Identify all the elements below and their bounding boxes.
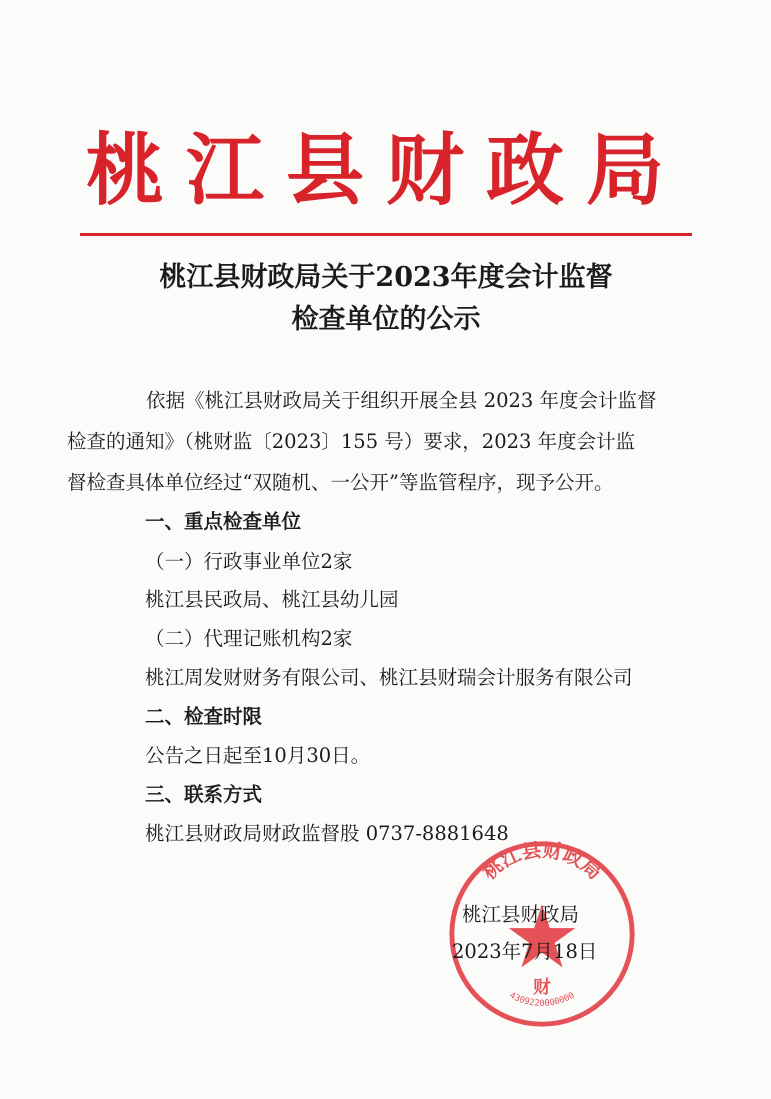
document-title-line-2: 检查单位的公示 — [291, 304, 481, 335]
intro-line-1: 依据《桃江县财政局关于组织开展全县 2023 年度会计监督 — [146, 389, 657, 412]
signature-date: 2023年7月18日 — [452, 940, 598, 963]
document-title-line-1: 桃江县财政局关于2023年度会计监督 — [159, 262, 613, 293]
seal-center-text: 财 — [533, 976, 551, 998]
section-1-sub-1-units: 桃江县民政局、桃江县幼儿园 — [145, 588, 399, 611]
official-seal-stamp — [444, 836, 640, 1032]
section-2-text: 公告之日起至10月30日。 — [145, 744, 371, 767]
seal-top-text: 桃江县财政局 — [477, 838, 607, 884]
section-1-sub-2: （二）代理记账机构2家 — [145, 627, 353, 650]
masthead-title: 桃江县财政局 — [85, 125, 686, 216]
section-1-heading: 一、重点检查单位 — [145, 510, 302, 533]
section-3-text: 桃江县财政局财政监督股 0737-8881648 — [145, 822, 509, 845]
masthead-red-rule — [80, 233, 692, 236]
intro-paragraph — [67, 380, 706, 503]
section-2-heading: 二、检查时限 — [145, 705, 263, 728]
section-1-sub-1: （一）行政事业单位2家 — [145, 550, 353, 573]
section-3-heading: 三、联系方式 — [145, 783, 263, 806]
signature-org: 桃江县财政局 — [462, 903, 580, 926]
intro-line-3: 督检查具体单位经过“双随机、一公开”等监管程序，现予公开。 — [67, 471, 614, 494]
seal-code: 4309220000000 — [507, 990, 577, 1009]
section-1-sub-2-units: 桃江周发财财务有限公司、桃江县财瑞会计服务有限公司 — [145, 666, 633, 689]
intro-line-2: 检查的通知》（桃财监〔2023〕155 号）要求，2023 年度会计监 — [67, 430, 636, 453]
